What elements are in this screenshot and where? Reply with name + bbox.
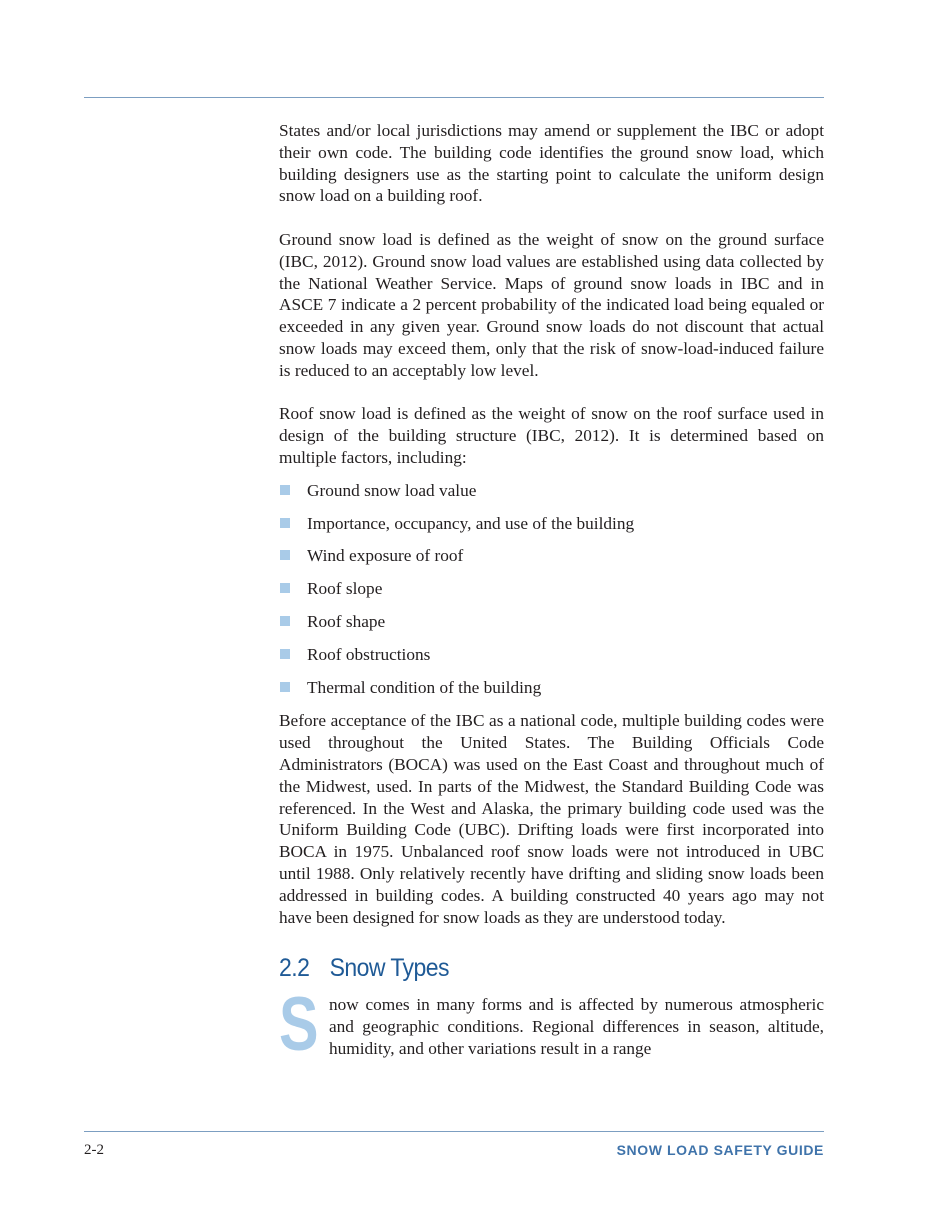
list-item — [279, 578, 824, 600]
section-number: 2.2 — [279, 954, 310, 983]
intro-paragraph-block — [279, 982, 824, 1068]
list-item — [279, 644, 824, 666]
square-bullet-icon — [280, 682, 290, 692]
guide-title: SNOW LOAD SAFETY GUIDE — [616, 1142, 824, 1158]
main-content — [279, 120, 824, 1068]
paragraph-code-history: Before acceptance of the IBC as a national code, multiple building codes were used throughout the United States. The Building Officials Code Administrators (BOCA) was used on the East Coast and throughout much of the Midwest, used. In parts of the Midwest, the Standard Building Code was referenced. In the West and Alaska, the primary building code used was the Uniform Building Code (UBC). Drifting loads were first incorporated into BOCA in 1975. Unbalanced roof snow loads were not introduced in UBC until 1988. Only relatively recently have drifting and sliding snow loads been addressed in building codes. A building constructed 40 years ago may not have been designed for snow loads as they are understood today. — [279, 711, 824, 927]
paragraph-jurisdictions: States and/or local jurisdictions may amend or supplement the IBC or adopt their own code. The building code identifies the ground snow load, which building designers use as the starting point to calculate the uniform design snow load on a building roof. — [279, 121, 824, 206]
list-item-text: Wind exposure of roof — [307, 546, 464, 566]
list-item — [279, 677, 824, 699]
square-bullet-icon — [280, 616, 290, 626]
footer-rule — [84, 1131, 824, 1132]
list-item — [279, 480, 824, 502]
square-bullet-icon — [280, 583, 290, 593]
square-bullet-icon — [280, 485, 290, 495]
list-item-text: Roof slope — [307, 579, 383, 599]
paragraph-ground-snow-load: Ground snow load is defined as the weight of snow on the ground surface (IBC, 2012). Ground snow load values are established using data collected by the National Weather Service. Maps of ground snow loads in IBC and in ASCE 7 indicate a 2 percent probability of the indicated load being equaled or exceeded in any given year. Ground snow loads do not discount that actual snow loads may exceed them, only that the risk of snow-load-induced failure is reduced to an acceptably low level. — [279, 229, 824, 380]
square-bullet-icon — [280, 649, 290, 659]
section-title: Snow Types — [329, 954, 449, 983]
list-item — [279, 513, 824, 535]
header-rule — [84, 97, 824, 98]
paragraph-roof-snow-load: Roof snow load is defined as the weight of snow on the roof surface used in design of the building structure (IBC, 2012). It is determined based on multiple factors, including: — [279, 404, 824, 467]
factors-list — [279, 480, 824, 699]
list-item-text: Importance, occupancy, and use of the building — [307, 513, 635, 533]
square-bullet-icon — [280, 550, 290, 560]
drop-cap: S — [279, 982, 319, 1068]
list-item-text: Ground snow load value — [307, 480, 477, 500]
list-item-text: Roof shape — [307, 611, 386, 631]
paragraph-snow-types-intro: now comes in many forms and is affected by numerous atmospheric and geographic conditions. Regional differences in season, altitude, humidity, and other variations result in a range — [329, 995, 824, 1058]
section-heading — [279, 953, 780, 983]
page-number: 2-2 — [84, 1142, 104, 1158]
list-item — [279, 611, 824, 633]
square-bullet-icon — [280, 518, 290, 528]
list-item-text: Roof obstructions — [307, 644, 431, 664]
list-item — [279, 545, 824, 567]
list-item-text: Thermal condition of the building — [307, 677, 542, 697]
